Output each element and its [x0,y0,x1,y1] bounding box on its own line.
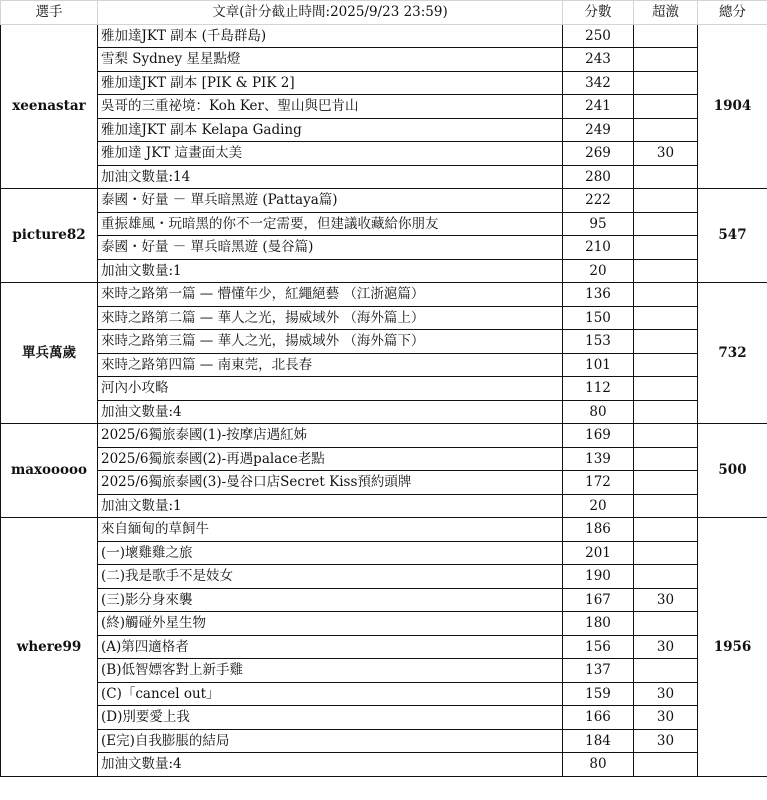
article-title-cell[interactable]: 來時之路第二篇 — 華人之光，揚威域外 （海外篇上） [98,306,563,330]
table-row [1,71,767,95]
table-row [1,753,767,777]
score-cell[interactable]: 222 [563,189,634,213]
table-row [1,306,767,330]
total-score-cell[interactable]: 500 [698,424,767,518]
article-title-cell[interactable]: 重振雄風・玩暗黑的你不一定需要，但建議收藏給你朋友 [98,212,563,236]
score-cell[interactable]: 153 [563,330,634,354]
score-cell[interactable]: 190 [563,565,634,589]
article-title-cell[interactable]: 來時之路第三篇 — 華人之光，揚威域外 （海外篇下） [98,330,563,354]
player-name-cell[interactable]: maxooooo [1,424,98,518]
article-title-cell[interactable]: 2025/6獨旅泰國(3)-曼谷口店Secret Kiss預約頭牌 [98,471,563,495]
table-row [1,283,767,307]
score-cell[interactable]: 280 [563,165,634,189]
bonus-cell[interactable] [634,518,698,542]
bonus-cell[interactable] [634,71,698,95]
bonus-cell[interactable] [634,612,698,636]
article-title-cell[interactable]: (D)別要愛上我 [98,706,563,730]
article-title-cell[interactable]: 河內小攻略 [98,377,563,401]
article-title-cell[interactable]: 來自緬甸的草飼牛 [98,518,563,542]
header-player[interactable]: 選手 [1,1,98,25]
article-title-cell[interactable]: (三)影分身來襲 [98,588,563,612]
table-row [1,588,767,612]
bonus-cell[interactable] [634,353,698,377]
scoreboard-body [1,24,767,776]
score-cell[interactable]: 243 [563,48,634,72]
score-cell[interactable]: 250 [563,24,634,48]
score-cell[interactable]: 95 [563,212,634,236]
table-row [1,118,767,142]
article-title-cell[interactable]: (A)第四適格者 [98,635,563,659]
bonus-cell[interactable] [634,306,698,330]
table-row [1,189,767,213]
table-row [1,612,767,636]
score-cell[interactable]: 80 [563,753,634,777]
bonus-cell[interactable]: 30 [634,729,698,753]
article-title-cell[interactable]: 雪梨 Sydney 星星點燈 [98,48,563,72]
bonus-cell[interactable] [634,753,698,777]
score-cell[interactable]: 101 [563,353,634,377]
article-title-cell[interactable]: 雅加達 JKT 這畫面太美 [98,142,563,166]
score-cell[interactable]: 169 [563,424,634,448]
bonus-cell[interactable] [634,447,698,471]
score-cell[interactable]: 210 [563,236,634,260]
table-row [1,48,767,72]
player-name-cell[interactable]: picture82 [1,189,98,283]
bonus-cell[interactable]: 30 [634,635,698,659]
article-title-cell[interactable]: 加油文數量:4 [98,753,563,777]
score-cell[interactable]: 156 [563,635,634,659]
bonus-cell[interactable] [634,259,698,283]
bonus-cell[interactable] [634,377,698,401]
score-cell[interactable]: 136 [563,283,634,307]
bonus-cell[interactable] [634,118,698,142]
score-cell[interactable]: 249 [563,118,634,142]
score-cell[interactable]: 172 [563,471,634,495]
score-cell[interactable]: 112 [563,377,634,401]
bonus-cell[interactable] [634,236,698,260]
table-row [1,142,767,166]
score-cell[interactable]: 184 [563,729,634,753]
article-title-cell[interactable]: 泰國・好量 － 單兵暗黑遊 (Pattaya篇) [98,189,563,213]
score-cell[interactable]: 150 [563,306,634,330]
article-title-cell[interactable]: 加油文數量:14 [98,165,563,189]
article-title-cell[interactable]: 吳哥的三重祕境：Koh Ker、聖山與巴肯山 [98,95,563,119]
score-cell[interactable]: 269 [563,142,634,166]
bonus-cell[interactable] [634,189,698,213]
score-cell[interactable]: 159 [563,682,634,706]
article-title-cell[interactable]: (一)壞雞雞之旅 [98,541,563,565]
table-row [1,471,767,495]
bonus-cell[interactable] [634,541,698,565]
score-cell[interactable]: 166 [563,706,634,730]
article-title-cell[interactable]: 2025/6獨旅泰國(2)-再遇palace老點 [98,447,563,471]
score-cell[interactable]: 80 [563,400,634,424]
article-title-cell[interactable]: 雅加達JKT 副本 (千島群島) [98,24,563,48]
article-title-cell[interactable]: (E完)自我膨脹的結局 [98,729,563,753]
bonus-cell[interactable]: 30 [634,142,698,166]
table-row [1,236,767,260]
table-row [1,729,767,753]
bonus-cell[interactable]: 30 [634,588,698,612]
total-score-cell[interactable]: 732 [698,283,767,424]
table-row [1,212,767,236]
bonus-cell[interactable] [634,330,698,354]
article-title-cell[interactable]: 雅加達JKT 副本 [PIK & PIK 2] [98,71,563,95]
table-row [1,659,767,683]
total-score-cell[interactable]: 1904 [698,24,767,189]
score-cell[interactable]: 20 [563,494,634,518]
article-title-cell[interactable]: 加油文數量:1 [98,494,563,518]
score-cell[interactable]: 137 [563,659,634,683]
article-title-cell[interactable]: (C)「cancel out」 [98,682,563,706]
bonus-cell[interactable] [634,400,698,424]
total-score-cell[interactable]: 1956 [698,518,767,777]
player-name-cell[interactable]: 單兵萬歲 [1,283,98,424]
header-score[interactable]: 分數 [563,1,634,25]
score-cell[interactable]: 186 [563,518,634,542]
score-cell[interactable]: 241 [563,95,634,119]
table-row [1,682,767,706]
bonus-cell[interactable] [634,471,698,495]
score-cell[interactable]: 139 [563,447,634,471]
score-cell[interactable]: 342 [563,71,634,95]
player-name-cell[interactable]: xeenastar [1,24,98,189]
table-row [1,447,767,471]
bonus-cell[interactable] [634,48,698,72]
score-cell[interactable]: 20 [563,259,634,283]
bonus-cell[interactable] [634,565,698,589]
bonus-cell[interactable] [634,24,698,48]
table-row [1,377,767,401]
article-title-cell[interactable]: 泰國・好量 － 單兵暗黑遊 (曼谷篇) [98,236,563,260]
total-score-cell[interactable]: 547 [698,189,767,283]
table-row [1,95,767,119]
header-bonus[interactable]: 超激 [634,1,698,25]
table-row [1,24,767,48]
player-name-cell[interactable]: where99 [1,518,98,777]
score-cell[interactable]: 180 [563,612,634,636]
article-title-cell[interactable]: 2025/6獨旅泰國(1)-按摩店遇紅姊 [98,424,563,448]
table-row [1,330,767,354]
bonus-cell[interactable]: 30 [634,682,698,706]
article-title-cell[interactable]: 雅加達JKT 副本 Kelapa Gading [98,118,563,142]
article-title-cell[interactable]: (B)低智嫖客對上新手雞 [98,659,563,683]
table-row [1,494,767,518]
article-title-cell[interactable]: 加油文數量:1 [98,259,563,283]
bonus-cell[interactable] [634,494,698,518]
score-cell[interactable]: 167 [563,588,634,612]
table-row [1,635,767,659]
bonus-cell[interactable] [634,165,698,189]
table-row [1,565,767,589]
table-row [1,353,767,377]
article-title-cell[interactable]: 來時之路第一篇 — 懵懂年少，紅繩絕藝 （江浙滬篇） [98,283,563,307]
bonus-cell[interactable] [634,283,698,307]
article-title-cell[interactable]: 加油文數量:4 [98,400,563,424]
article-title-cell[interactable]: (二)我是歌手不是妓女 [98,565,563,589]
bonus-cell[interactable] [634,659,698,683]
table-row [1,518,767,542]
bonus-cell[interactable] [634,95,698,119]
table-row [1,259,767,283]
table-row [1,706,767,730]
table-row [1,165,767,189]
score-cell[interactable]: 201 [563,541,634,565]
table-row [1,541,767,565]
header-total[interactable]: 總分 [698,1,767,25]
header-article[interactable]: 文章(計分截止時間:2025/9/23 23:59) [98,1,563,25]
bonus-cell[interactable]: 30 [634,706,698,730]
article-title-cell[interactable]: (終)觸碰外星生物 [98,612,563,636]
header-row [1,1,767,25]
bonus-cell[interactable] [634,424,698,448]
table-row [1,424,767,448]
bonus-cell[interactable] [634,212,698,236]
article-title-cell[interactable]: 來時之路第四篇 — 南東莞，北長春 [98,353,563,377]
table-row [1,400,767,424]
